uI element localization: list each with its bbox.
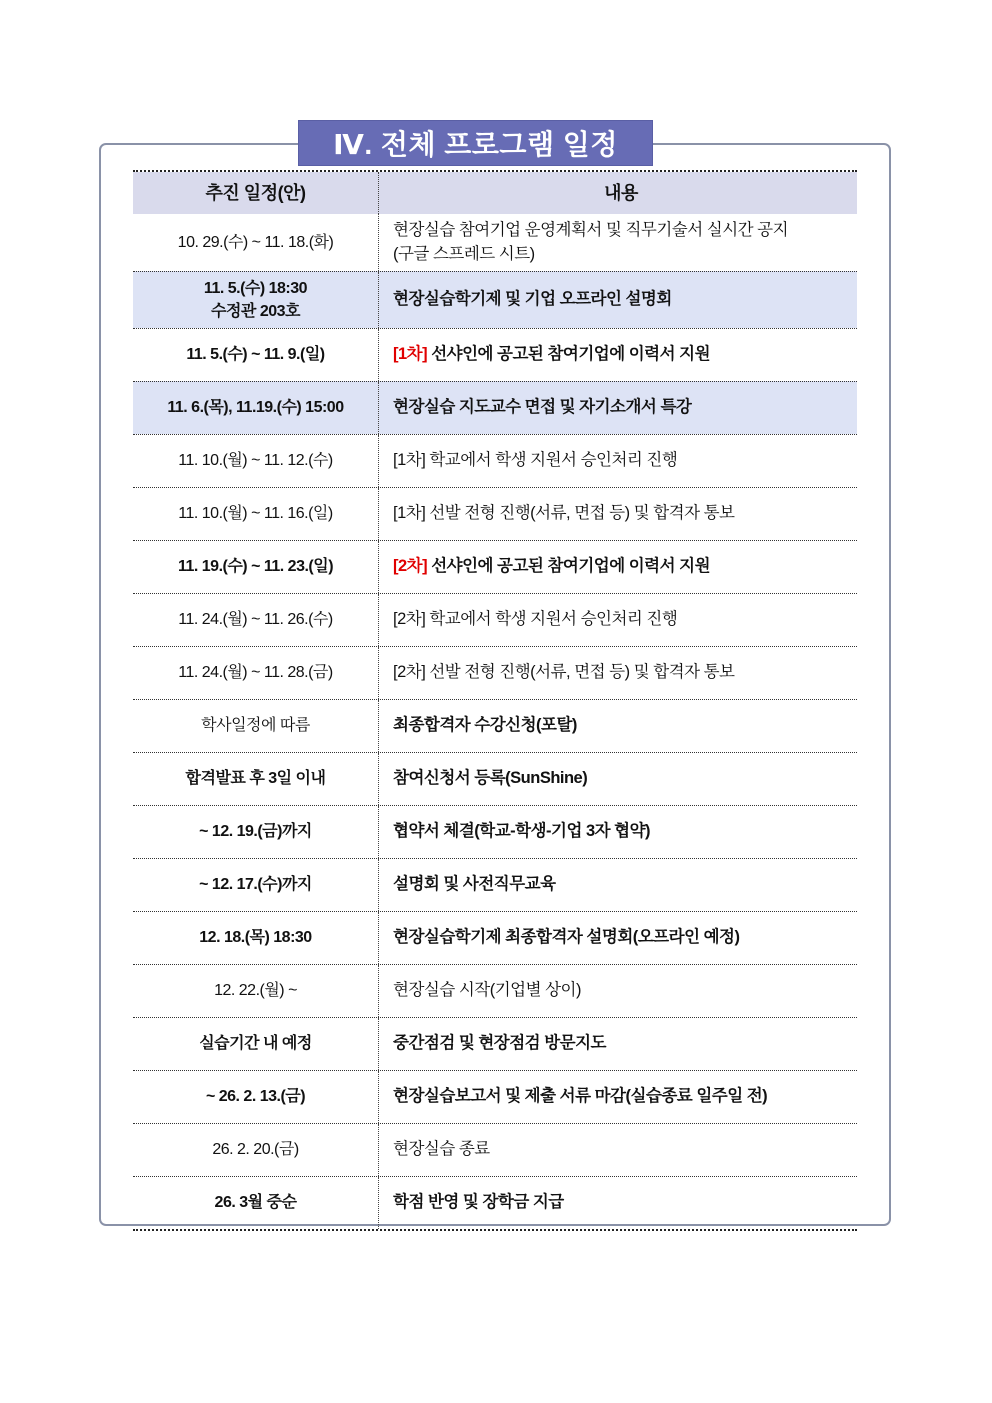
header-content: 내용 [604,182,638,203]
content-text: 협약서 체결(학교-학생-기업 3자 협약) [393,822,651,841]
section-title-text: Ⅳ. 전체 프로그램 일정 [333,129,618,160]
table-row [133,593,857,646]
content-line [393,555,849,579]
table-row [133,1176,857,1229]
schedule-cell [133,806,379,858]
content-text: [2차] 학교에서 학생 지원서 승인처리 진행 [393,610,678,629]
schedule-cell [133,214,379,271]
section-title [298,120,653,166]
table-row [133,911,857,964]
content-text: [2차] 선발 전형 진행(서류, 면접 등) 및 합격자 통보 [393,663,735,682]
table-body [133,214,857,1229]
content-text: (구글 스프레드 시트) [393,244,535,263]
schedule-cell [133,647,379,699]
content-text: 학점 반영 및 장학금 지급 [393,1193,564,1212]
schedule-date-line: 학사일정에 따름 [201,717,310,735]
content-line [393,661,849,685]
table-row [133,1017,857,1070]
content-text: [1차] 선발 전형 진행(서류, 면접 등) 및 합격자 통보 [393,504,735,523]
schedule-date-line: 11. 24.(월) ~ 11. 28.(금) [178,664,333,682]
content-text: 선샤인에 공고된 참여기업에 이력서 지원 [431,557,711,576]
content-cell [379,1018,857,1070]
schedule-date-line: 11. 24.(월) ~ 11. 26.(수) [178,611,333,629]
content-line [393,343,849,367]
schedule-date-line: 12. 22.(월) ~ [214,982,297,1000]
schedule-date-line: 합격발표 후 3일 이내 [185,770,326,788]
schedule-date-line: 11. 5.(수) 18:30 [203,279,308,297]
schedule-cell [133,1071,379,1123]
schedule-date-line: 26. 3월 중순 [214,1194,297,1212]
content-text: 선샤인에 공고된 참여기업에 이력서 지원 [431,345,711,364]
content-cell [379,647,857,699]
table-row [133,646,857,699]
content-line [393,502,849,526]
content-cell [379,329,857,381]
content-cell [379,488,857,540]
table-row [133,381,857,434]
schedule-cell [133,435,379,487]
schedule-cell [133,1018,379,1070]
schedule-cell [133,753,379,805]
table-row [133,1123,857,1176]
schedule-date-line: 11. 5.(수) ~ 11. 9.(일) [186,346,325,364]
schedule-date-line: 11. 10.(월) ~ 11. 16.(일) [178,505,333,523]
table-row [133,858,857,911]
content-text: 중간점검 및 현장점검 방문지도 [393,1034,606,1053]
content-text: [1차] 학교에서 학생 지원서 승인처리 진행 [393,451,678,470]
schedule-table [133,170,857,1231]
schedule-date-line: 실습기간 내 예정 [199,1035,312,1053]
table-row [133,540,857,593]
schedule-date-line: 수정관 203호 [211,303,300,320]
content-line [393,873,849,897]
content-text: 현장실습학기제 및 기업 오프라인 설명회 [393,290,672,309]
content-cell [379,1071,857,1123]
schedule-date-line: ~ 12. 19.(금)까지 [199,823,312,841]
schedule-date-line: 10. 29.(수) ~ 11. 18.(화) [177,233,334,251]
header-schedule: 추진 일정(안) [133,172,379,214]
content-cell [379,214,857,271]
content-line [393,1138,849,1162]
schedule-date-line: 11. 19.(수) ~ 11. 23.(일) [177,558,334,576]
table-row [133,752,857,805]
table-row [133,1070,857,1123]
schedule-date-line: 26. 2. 20.(금) [212,1141,299,1159]
schedule-cell [133,859,379,911]
content-line [393,820,849,844]
content-line [393,288,849,312]
content-cell [379,382,857,434]
content-text: 현장실습학기제 최종합격자 설명회(오프라인 예정) [393,928,740,947]
content-line [393,219,849,267]
content-cell [379,541,857,593]
content-text: 설명회 및 사전직무교육 [393,875,556,894]
schedule-cell [133,1124,379,1176]
content-cell [379,700,857,752]
table-row [133,964,857,1017]
content-line [393,608,849,632]
round-tag: [1차] [393,345,432,364]
schedule-date-line: ~ 12. 17.(수)까지 [199,876,312,894]
content-text: 참여신청서 등록(SunShine) [393,769,588,788]
table-header-row [133,172,857,214]
schedule-cell [133,965,379,1017]
schedule-date-line: ~ 26. 2. 13.(금) [205,1088,306,1106]
content-text: 현장실습 시작(기업별 상이) [393,981,581,1000]
schedule-cell [133,329,379,381]
content-line [393,1032,849,1056]
content-cell [379,1124,857,1176]
content-cell [379,753,857,805]
schedule-date-line: 12. 18.(목) 18:30 [199,929,312,947]
content-line [393,1085,849,1109]
content-cell [379,435,857,487]
schedule-cell [133,912,379,964]
content-line [393,1191,849,1215]
round-tag: [2차] [393,557,432,576]
content-line [393,396,849,420]
content-text: 현장실습보고서 및 제출 서류 마감(실습종료 일주일 전) [393,1087,768,1106]
schedule-cell [133,700,379,752]
content-line [393,449,849,473]
content-text: 현장실습 지도교수 면접 및 자기소개서 특강 [393,398,692,417]
content-line [393,714,849,738]
content-cell [379,1177,857,1229]
content-text: 최종합격자 수강신청(포탈) [393,716,577,735]
content-cell [379,859,857,911]
schedule-cell [133,541,379,593]
schedule-cell [133,272,379,328]
schedule-cell [133,488,379,540]
content-line [393,926,849,950]
content-cell [379,594,857,646]
content-cell [379,806,857,858]
table-row [133,214,857,271]
table-row [133,805,857,858]
table-row [133,699,857,752]
schedule-cell [133,594,379,646]
table-row [133,487,857,540]
content-cell [379,272,857,328]
table-row [133,328,857,381]
schedule-date-line: 11. 10.(월) ~ 11. 12.(수) [178,452,333,470]
schedule-cell [133,382,379,434]
content-text: 현장실습 참여기업 운영계획서 및 직무기술서 실시간 공지 [393,220,789,239]
schedule-cell [133,1177,379,1229]
content-cell [379,912,857,964]
content-cell [379,965,857,1017]
content-line [393,979,849,1003]
table-row [133,271,857,328]
content-text: 현장실습 종료 [393,1140,490,1159]
table-row [133,434,857,487]
schedule-date-line: 11. 6.(목), 11.19.(수) 15:00 [167,399,344,417]
content-line [393,767,849,791]
